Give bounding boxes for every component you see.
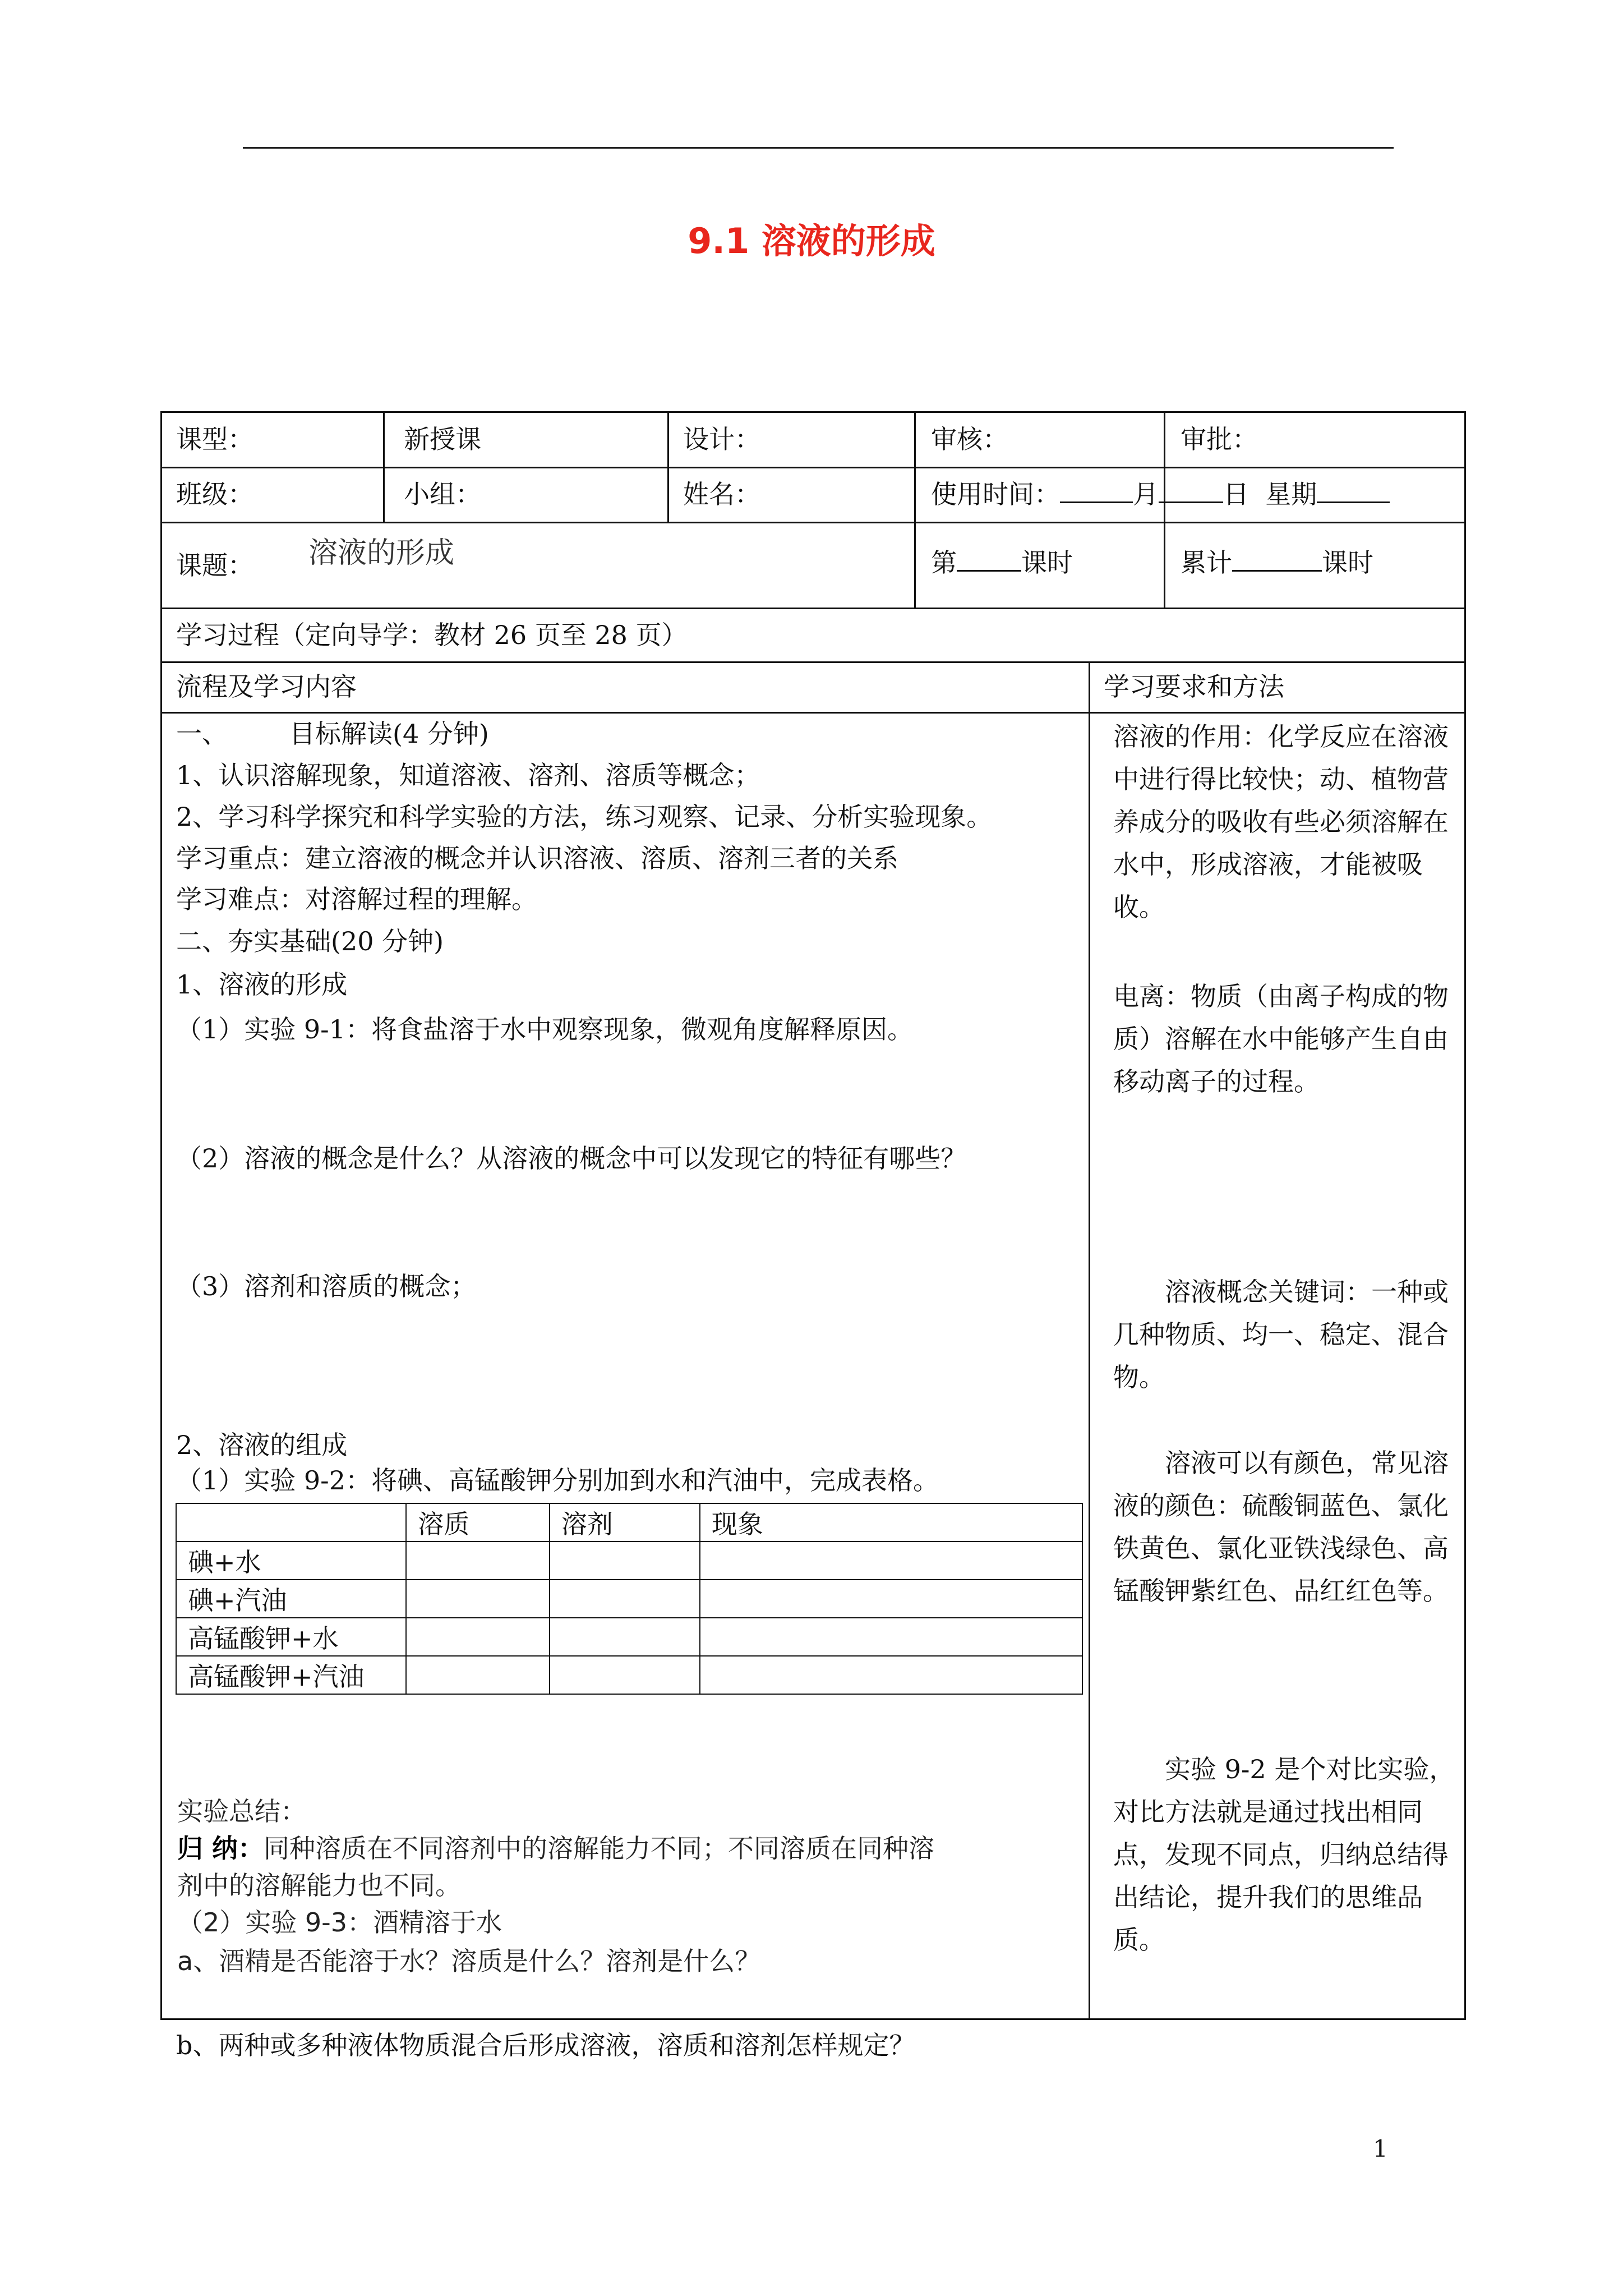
note-comparison: 实验 9-2 是个对比实验，对比方法就是通过找出相同点，发现不同点，归纳总结得出结论，提升我们的思维品质。 bbox=[1113, 1754, 1455, 1955]
right-column-header: 学习要求和方法 bbox=[1104, 671, 1284, 702]
blank-cell bbox=[700, 1618, 1082, 1656]
question-5a: a、酒精是否能溶于水？溶质是什么？溶剂是什么？ bbox=[177, 1946, 761, 1976]
month-blank bbox=[1060, 479, 1133, 503]
question-3: （3）溶剂和溶质的概念； bbox=[176, 1271, 477, 1301]
blank-cell bbox=[550, 1542, 700, 1580]
difficulty: 学习难点：对溶解过程的理解。 bbox=[176, 884, 537, 914]
period-suffix: 课时 bbox=[1021, 547, 1073, 578]
row-label: 高锰酸钾+水 bbox=[176, 1618, 406, 1656]
goal-1: 1、认识溶解现象，知道溶液、溶剂、溶质等概念； bbox=[176, 760, 760, 790]
note-solution-role: 溶液的作用：化学反应在溶液中进行得比较快；动、植物营养成分的吸收有些必须溶解在水中，形成溶液，才能被吸收。 bbox=[1113, 721, 1449, 922]
table-header-cell: 溶剂 bbox=[550, 1503, 700, 1542]
review-label: 审核： bbox=[931, 424, 1008, 454]
table-header-cell: 溶质 bbox=[406, 1503, 550, 1542]
row-label: 碘+汽油 bbox=[176, 1580, 406, 1618]
summary-text-1: 同种溶质在不同溶剂中的溶解能力不同；不同溶质在同种溶 bbox=[264, 1833, 935, 1864]
blank-cell bbox=[550, 1618, 700, 1656]
section-2-heading: 二、夯实基础(20 分钟) bbox=[176, 926, 444, 956]
table-row bbox=[176, 1618, 1082, 1656]
usage-time bbox=[931, 478, 1390, 510]
period-prefix: 第 bbox=[931, 547, 957, 578]
experiment-table bbox=[176, 1503, 1083, 1695]
month-label: 月 bbox=[1133, 479, 1159, 509]
usage-time-label: 使用时间： bbox=[931, 479, 1060, 509]
table-border-bottom bbox=[160, 2018, 1466, 2020]
table-border-top bbox=[160, 411, 1466, 413]
blank-cell bbox=[700, 1580, 1082, 1618]
summary-bold-label: 归 纳： bbox=[177, 1833, 264, 1864]
class-label: 班级： bbox=[176, 479, 253, 509]
blank-cell bbox=[550, 1580, 700, 1618]
blank-cell bbox=[406, 1618, 550, 1656]
header-rule bbox=[243, 147, 1394, 149]
table-rule bbox=[160, 661, 1466, 663]
table-rule bbox=[1089, 661, 1090, 2020]
row-label: 碘+水 bbox=[176, 1542, 406, 1580]
table-rule bbox=[383, 411, 385, 523]
approve-label: 审批： bbox=[1181, 424, 1258, 454]
summary-line-2: 剂中的溶解能力也不同。 bbox=[177, 1870, 461, 1901]
left-column-header: 流程及学习内容 bbox=[176, 671, 357, 702]
table-header-row bbox=[176, 1503, 1082, 1542]
group-label: 小组： bbox=[404, 479, 481, 509]
day-label: 日 bbox=[1223, 479, 1249, 509]
table-rule bbox=[160, 522, 1466, 523]
topic-value: 溶液的形成 bbox=[308, 536, 455, 570]
subsection-1: 1、溶液的形成 bbox=[176, 969, 348, 1000]
weekday-label: 星期 bbox=[1265, 479, 1317, 509]
goal-2: 2、学习科学探究和科学实验的方法，练习观察、记录、分析实验现象。 bbox=[176, 802, 993, 832]
table-row bbox=[176, 1580, 1082, 1618]
cumulative-suffix: 课时 bbox=[1322, 547, 1373, 578]
table-header-cell bbox=[176, 1503, 406, 1542]
note-colors: 溶液可以有颜色，常见溶液的颜色：硫酸铜蓝色、氯化铁黄色、氯化亚铁浅绿色、高锰酸钾紫红色、品红红色等。 bbox=[1113, 1448, 1449, 1606]
summary-line-1 bbox=[177, 1830, 934, 1867]
note-ionization: 电离：物质（由离子构成的物质）溶解在水中能够产生自由移动离子的过程。 bbox=[1113, 981, 1449, 1097]
table-rule bbox=[160, 712, 1466, 714]
blank-cell bbox=[406, 1580, 550, 1618]
cumulative-field bbox=[1181, 547, 1373, 578]
question-5: （2）实验 9-3：酒精溶于水 bbox=[177, 1907, 502, 1938]
cumulative-blank bbox=[1232, 547, 1322, 572]
period-blank bbox=[957, 547, 1021, 572]
page-number: 1 bbox=[1373, 2135, 1388, 2162]
question-5b: b、两种或多种液体物质混合后形成溶液，溶质和溶剂怎样规定？ bbox=[176, 2030, 915, 2060]
section-1-number: 一、 bbox=[176, 719, 228, 749]
course-type-value: 新授课 bbox=[404, 424, 481, 454]
name-label: 姓名： bbox=[683, 479, 760, 509]
table-row bbox=[176, 1542, 1082, 1580]
day-blank bbox=[1159, 479, 1223, 503]
blank-cell bbox=[550, 1656, 700, 1694]
blank-cell bbox=[406, 1656, 550, 1694]
course-type-label: 课型： bbox=[176, 424, 253, 454]
table-row bbox=[176, 1656, 1082, 1694]
weekday-blank bbox=[1317, 479, 1390, 503]
topic-label: 课题： bbox=[176, 550, 253, 581]
question-1: （1）实验 9-1：将食盐溶于水中观察现象，微观角度解释原因。 bbox=[176, 1014, 913, 1045]
table-rule bbox=[160, 608, 1466, 609]
section-1-title: 目标解读(4 分钟) bbox=[289, 719, 489, 749]
section-1-heading bbox=[176, 718, 489, 749]
subsection-2: 2、溶液的组成 bbox=[176, 1430, 348, 1460]
design-label: 设计： bbox=[683, 424, 760, 454]
table-border-left bbox=[160, 411, 162, 2020]
row-label: 高锰酸钾+汽油 bbox=[176, 1656, 406, 1694]
cumulative-prefix: 累计 bbox=[1181, 547, 1232, 578]
page-title: 9.1 溶液的形成 bbox=[688, 220, 935, 261]
summary-title: 实验总结： bbox=[177, 1796, 306, 1826]
table-rule bbox=[914, 411, 916, 608]
blank-cell bbox=[406, 1542, 550, 1580]
table-rule bbox=[667, 411, 669, 523]
process-row: 学习过程（定向导学：教材 26 页至 28 页） bbox=[176, 620, 688, 650]
note-keywords: 溶液概念关键词：一种或几种物质、均一、稳定、混合物。 bbox=[1113, 1277, 1449, 1392]
question-2: （2）溶液的概念是什么？从溶液的概念中可以发现它的特征有哪些？ bbox=[176, 1143, 967, 1174]
table-rule bbox=[160, 467, 1466, 468]
blank-cell bbox=[700, 1542, 1082, 1580]
table-header-cell: 现象 bbox=[700, 1503, 1082, 1542]
question-4: （1）实验 9-2：将碘、高锰酸钾分别加到水和汽油中，完成表格。 bbox=[176, 1465, 939, 1496]
period-field bbox=[931, 547, 1073, 578]
key-point: 学习重点：建立溶液的概念并认识溶液、溶质、溶剂三者的关系 bbox=[176, 843, 898, 873]
blank-cell bbox=[700, 1656, 1082, 1694]
